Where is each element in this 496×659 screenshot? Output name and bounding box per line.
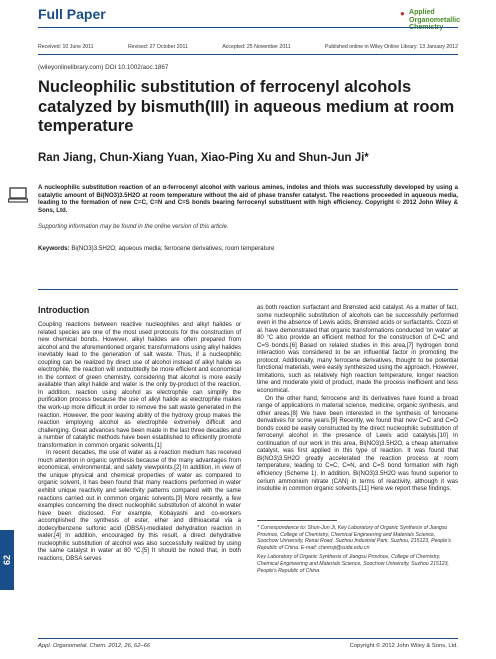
- journal-citation: Appl. Organometal. Chem. 2012, 26, 62–66: [38, 643, 151, 649]
- article-title: Nucleophilic substitution of ferrocenyl alcohols catalyzed by bismuth(III) in aqueous medium at room temperature: [38, 78, 455, 135]
- abstract: A nucleophilic substitution reaction of an α-ferrocenyl alcohol with various amines, indoles and thiols was successfully developed by using a catalytic amount of Bi(NO3)3.5H2O at room temperature without the aid of phase transfer catalyst. The reactions proceeded in aqueous media, leading to the formation of new C=C, C=N and C=S bonds bearing ferrocenyl substituent with high efficiency. Copyright © 2012 John Wiley & Sons, Ltd.: [38, 184, 458, 214]
- footnote-rule: [257, 520, 337, 521]
- header-rule: [38, 27, 458, 28]
- date-accepted: Accepted: 25 November 2011: [222, 44, 291, 50]
- doi-line[interactable]: (wileyonlinelibrary.com) DOI 10.1002/aoc.1867: [38, 64, 169, 71]
- date-received: Received: 10 June 2011: [38, 44, 94, 50]
- page-footer: [38, 643, 458, 649]
- date-revised: Revised: 27 October 2011: [128, 44, 188, 50]
- correspondence-footnote: * Correspondence to: Shun-Jun Ji, Key Laboratory of Organic Synthesis of Jiangsu Province, College of Chemistry, Chemical Engineering and Materials Science, Soochow University, Renai Road, Suzhou Industrial Park, Suzhou, 215123, People's Republic of China. E-mail: chemsji@suda.edu.cn: [257, 525, 451, 551]
- supporting-info-note: Supporting information may be found in the online version of this article.: [38, 224, 229, 230]
- computer-icon[interactable]: [8, 187, 28, 208]
- journal-logo: ● Applied Organometallic: [400, 9, 460, 24]
- footer-copyright: Copyright © 2012 John Wiley & Sons, Ltd.: [349, 643, 458, 649]
- keywords-rule: [38, 289, 458, 290]
- section-label: Full Paper: [38, 6, 106, 22]
- paragraph: Coupling reactions between reactive nucleophiles and alkyl halides or related species are one of the most used protocols for the construction of new chemical bonds. However, alkyl halides are often prepared from alcohol and the aforementioned organic transformations using alkyl halides inevitably lead to the generation of salt waste. Thus, if a nucleophilic coupling can be realized by direct use of alcohol instead of alkyl halide as electrophile, the reaction will undoubtedly be more efficient and economical in the context of green chemistry, considering that alcohol is more easily available than alkyl halide and water is the only by-product of the reaction. In addition, reaction using alcohol as electrophile can simplify the purification process because the use of alkyl halide as electrophile makes the work-up more difficult in order to remove the salt waste generated in the reaction. However, the poor leaving ability of the hydroxy group makes the reaction employing alcohol as electrophile extremely difficult and challenging. Great advances have been made in the last three decades and a number of catalytic methods have been established to efficiently promote transformation in common organic solvents.[1]: [38, 322, 241, 449]
- page-number-tab: [0, 530, 14, 590]
- author-list: Ran Jiang, Chun-Xiang Yuan, Xiao-Ping Xu and Shun-Jun Ji*: [38, 152, 369, 164]
- logo-mark-icon: ●: [400, 9, 405, 18]
- keywords-text: Bi(NO3)3.5H2O; aqueous media; ferrocene derivatives; room temperature: [71, 245, 275, 252]
- body-column-right: [257, 305, 458, 494]
- keywords-label: Keywords:: [38, 245, 70, 252]
- body-column-left: [38, 322, 241, 564]
- date-published: Published online in Wiley Online Library: 13 January 2012: [325, 44, 458, 50]
- dates-rule: [38, 54, 458, 55]
- page-number: 62: [1, 554, 12, 566]
- paragraph: On the other hand, ferrocene and its derivatives have found a broad range of applications in material science, medicine, organic synthesis, and other areas.[8] We have been interested in the synthesis of ferrocene derivatives for some years.[9] Recently, we found that new C=C and C=O bonds could be easily constructed by the direct nucleophilic substitution of ferrocenyl alcohol in the presence of Lewis acid catalysis.[10] In continuation of our work in this area, Bi(NO3)3.5H2O, a cheap alternative catalyst, was first applied in this type of reaction. It was found that Bi(NO3)3.5H2O greatly accelerated the reaction process at room temperature, leading to C=C, C=N, and C=S bond formation with high efficiency (Scheme 1). In addition, Bi(NO3)3.5H2O was found superior to cerium ammonium nitrate (CAN) in terms of reactivity, although it was insoluble in common organic solvents.[11] Here we report these findings.: [257, 395, 458, 493]
- article-dates: [38, 44, 458, 50]
- affiliation-footnote: Key Laboratory of Organic Synthesis of Jiangsu Province, College of Chemistry, Chemical Engineering and Materials Science, Soochow University, Suzhou 215123, People's Republic of China: [257, 554, 449, 574]
- paragraph: In recent decades, the use of water as a reaction medium has received much attention in organic synthesis because of the many advantages from economical, environmental, and safety viewpoints.[2] In addition, in view of the unique physical and chemical properties of water as compared to organic solvent, it has been found that many reactions performed in water exhibit unique reactivity and selectivity patterns compared with the same reactions carried out in common organic solvents.[3] More recently, a few examples concerning the direct nucleophilic substitution of alcohol in water have been disclosed. For example, Kobayashi and co-workers accomplished the synthesis of ester, ether and dithioacetal via a dodecylbenzene sulfonic acid (DBSA)-mediated dehydration reaction in water.[4] In addition, encouraged by this result, a direct dehydrative nucleophilic substitution of alcohol was also successfully realized by using the same catalyst in water at 80 °C.[5] It should be noted that, in both reactions, DBSA serves: [38, 450, 241, 562]
- paragraph: as both reaction surfactant and Brønsted acid catalyst. As a matter of fact, some nucleophilic substitution of alcohols can be successfully performed even in the absence of Lewis acids, Brønsted acids or surfactants. Cozzi et al. have demonstrated that organic transformations conducted 'on water' at 80 °C also provide an efficient method for the construction of C=C and C=S bonds.[6] Based on related studies in this area,[7] hydrogen bond interaction was considered to be an influential factor in promoting the protocol. Additionally, many ferrocene derivatives, thought to be potential functional materials, were easily synthesized using the approach. However, limitations, such as relatively high reaction temperature, longer reaction time and moderate yield of product, made the process inefficient and less economical.: [257, 305, 458, 395]
- footer-rule: [38, 638, 458, 639]
- footnotes: [257, 525, 458, 577]
- section-heading-introduction: Introduction: [38, 305, 90, 315]
- keywords: [38, 245, 458, 252]
